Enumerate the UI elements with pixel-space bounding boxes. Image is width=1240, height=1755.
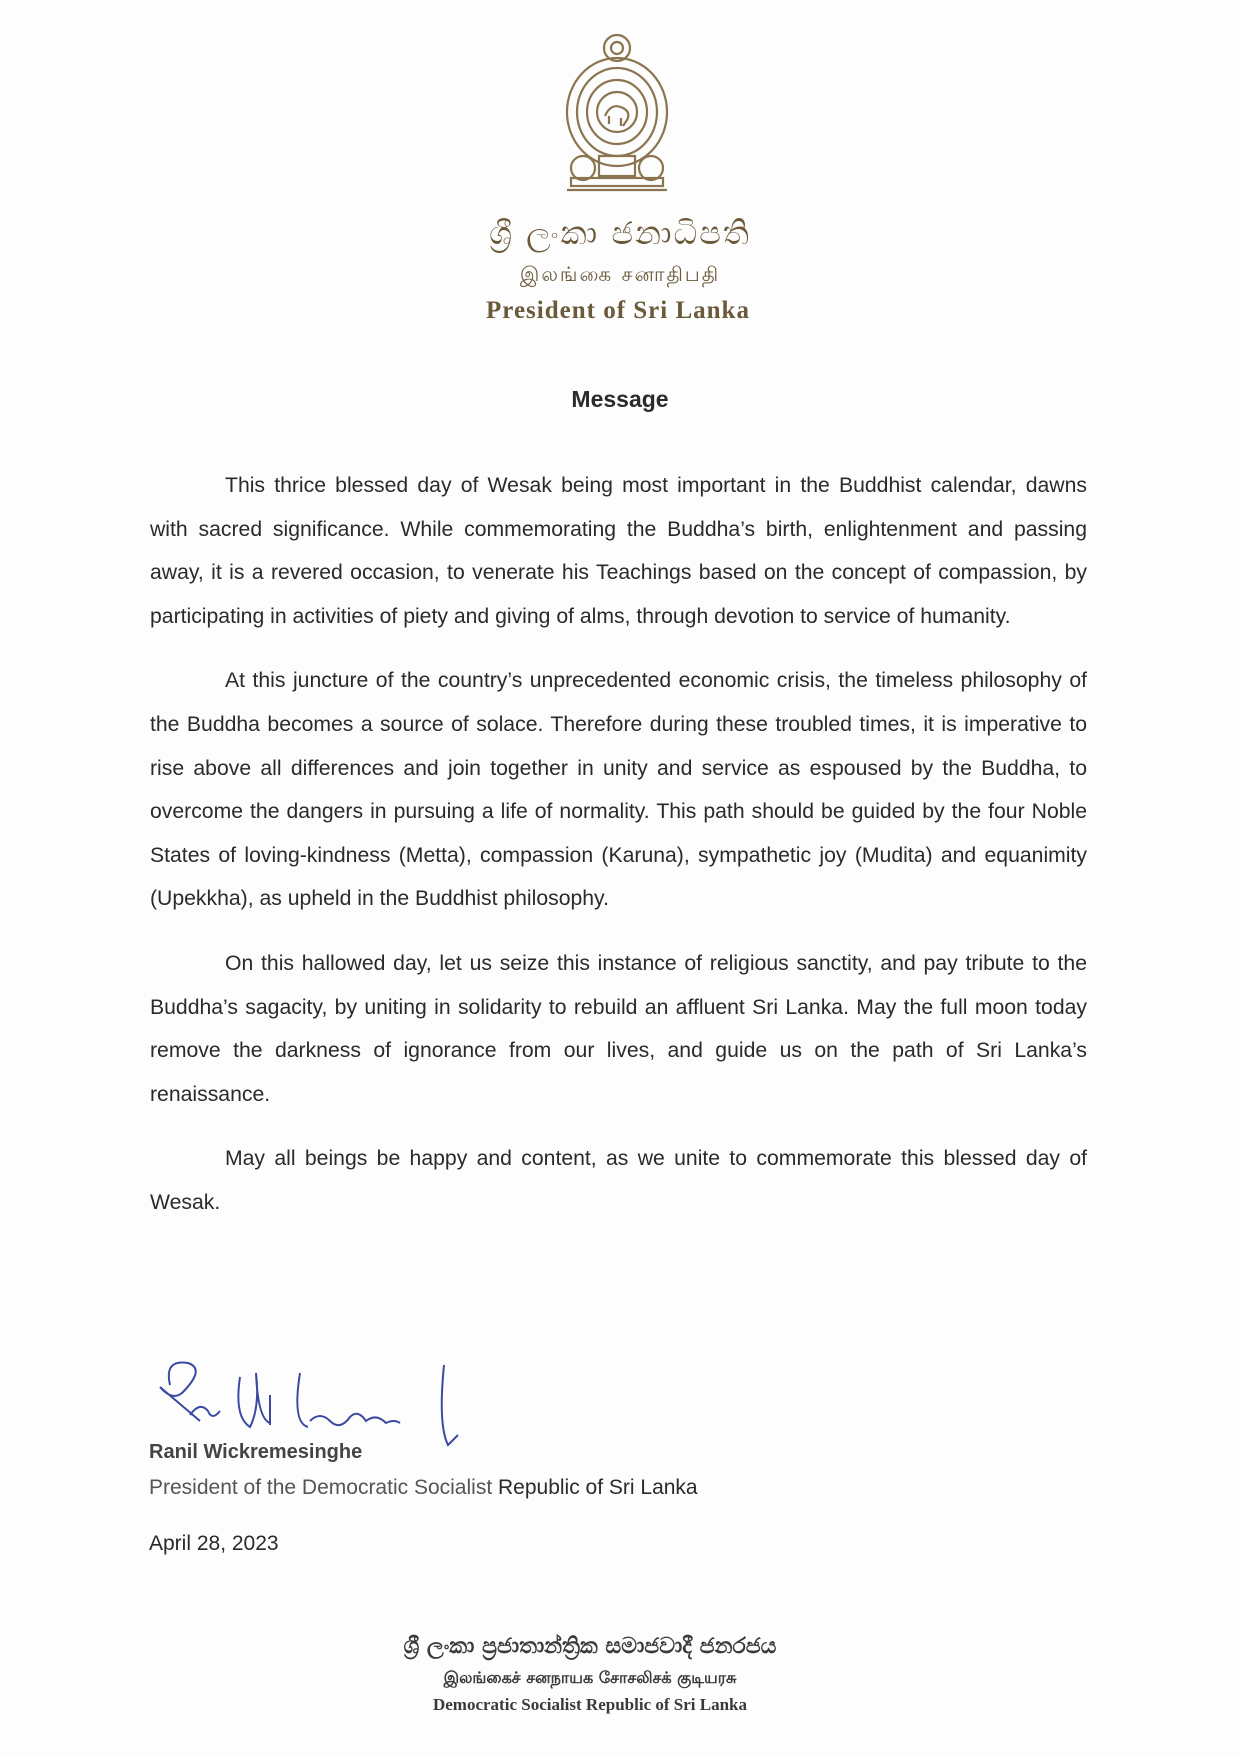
national-emblem-icon (553, 28, 681, 196)
signatory-title-part2: Republic of Sri Lanka (492, 1476, 698, 1499)
paragraph-3: On this hallowed day, let us seize this instance of religious sanctity, and pay tribute to the Buddha’s sagacity, by uniting in solidarity to rebuild an affluent Sri Lanka. May the full moon today remove the darkness of ignorance from our lives, and guide us on the path of Sri Lanka’s renaissance. (150, 951, 1087, 1106)
message-body (150, 464, 1087, 1246)
paragraph-2: At this juncture of the country’s unprecedented economic crisis, the timeless philosophy of the Buddha becomes a source of solace. Therefore during these troubled times, it is imperative to rise above all differences and join together in unity and service as espoused by the Buddha, to overcome the dangers in pursuing a life of normality. This path should be guided by the four Noble States of loving-kindness (Metta), compassion (Karuna), sympathetic joy (Mudita) and equanimity (Upekkha), as upheld in the Buddhist philosophy. (150, 669, 1087, 911)
footer-tamil: இலங்கைச் சனநாயக சோசலிசக் குடியரசு (443, 1668, 737, 1687)
message-heading: Message (571, 386, 669, 412)
footer-english: Democratic Socialist Republic of Sri Lanka (432, 1695, 747, 1714)
paragraph-4: May all beings be happy and content, as we unite to commemorate this blessed day of Wesak. (150, 1147, 1087, 1214)
signatory-name: Ranil Wickremesinghe (149, 1441, 363, 1463)
signatory-title-part1: President of the Democratic Socialist (149, 1476, 493, 1499)
letter-date: April 28, 2023 (149, 1532, 279, 1555)
handwritten-signature-icon (150, 1355, 510, 1455)
letterhead-title-sinhala: ශ්‍රී ලංකා ජනාධිපති (489, 214, 751, 252)
signatory-title (149, 1476, 698, 1500)
letterhead-title-tamil: இலங்கை சனாதிபதி (519, 262, 721, 286)
letterhead-title-english: President of Sri Lanka (486, 297, 750, 324)
footer-sinhala: ශ්‍රී ලංකා ප්‍රජාතාන්ත්‍රික සමාජවාදී ජනරජය (403, 1634, 777, 1659)
paragraph-1: This thrice blessed day of Wesak being most important in the Buddhist calendar, dawns with sacred significance. While commemorating the Buddha’s birth, enlightenment and passing away, it is a revered occasion, to venerate his Teachings based on the concept of compassion, by participating in activities of piety and giving of alms, through devotion to service of humanity. (150, 474, 1087, 628)
